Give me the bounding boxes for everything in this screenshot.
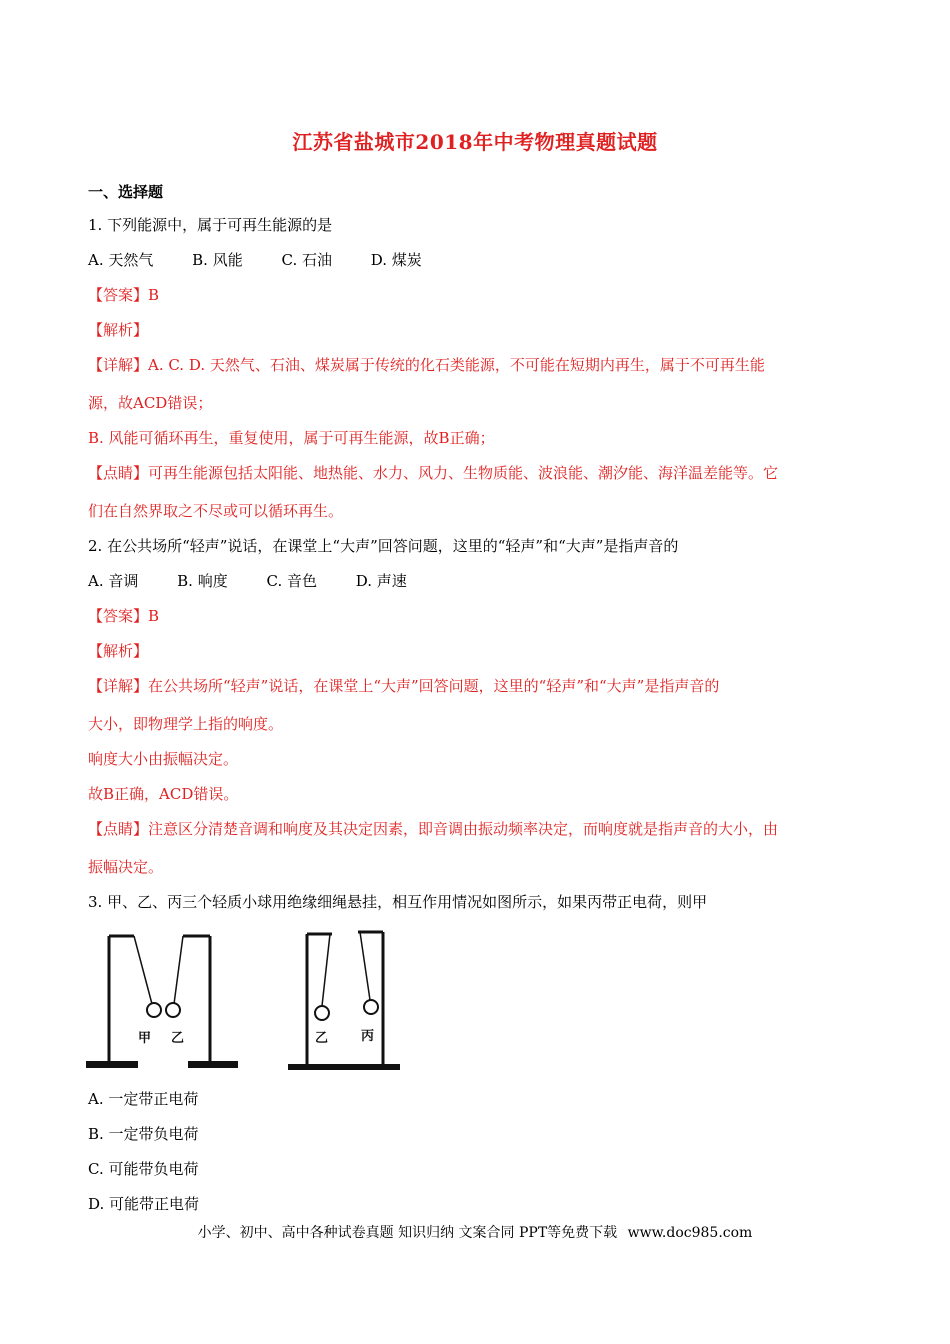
label-yi-2: 乙 (315, 1031, 329, 1046)
ball-bing (364, 1000, 378, 1014)
label-bing: 丙 (361, 1029, 375, 1044)
question-1-analysis: 【解析】 (88, 321, 149, 339)
question-2-detail-line-3: 响度大小由振幅决定。 (88, 750, 239, 768)
question-1-detail-line-3: B. 风能可循环再生，重复使用，属于可再生能源，故B正确； (88, 429, 495, 447)
document-title: 江苏省盐城市2018年中考物理真题试题 (292, 130, 658, 154)
question-1-detail-line-1: 【详解】A. C. D. 天然气、石油、煤炭属于传统的化石类能源，不可能在短期内再生，属于不可再生能 (88, 356, 765, 374)
label-jia: 甲 (138, 1031, 152, 1046)
option-d: D. 煤炭 (370, 251, 422, 269)
base-left-2 (188, 1061, 238, 1068)
question-1-answer: 【答案】B (88, 286, 160, 304)
option-c: C. 石油 (281, 251, 332, 269)
question-3-option-a: A. 一定带正电荷 (88, 1090, 199, 1108)
question-2-answer: 【答案】B (88, 607, 160, 625)
page-footer (0, 1222, 950, 1242)
pendulum-figure-svg (86, 928, 406, 1073)
question-2-analysis: 【解析】 (88, 642, 149, 660)
question-1-note-line-2: 们在自然界取之不尽或可以循环再生。 (88, 502, 344, 520)
section-heading: 一、选择题 (88, 183, 164, 201)
question-3-option-b: B. 一定带负电荷 (88, 1125, 199, 1143)
thread-yi-1 (174, 936, 183, 1004)
base-right (288, 1064, 400, 1070)
thread-yi-2 (322, 934, 330, 1006)
question-2-detail-line-1: 【详解】在公共场所“轻声”说话，在课堂上“大声”回答问题，这里的“轻声”和“大声”是指声音的 (88, 677, 720, 695)
question-1-options (88, 250, 422, 270)
question-3-stem: 3. 甲、乙、丙三个轻质小球用绝缘细绳悬挂，相互作用情况如图所示，如果丙带正电荷，则甲 (88, 893, 708, 911)
question-3-option-c: C. 可能带负电荷 (88, 1160, 199, 1178)
option-c: C. 音色 (266, 572, 317, 590)
question-3-option-d: D. 可能带正电荷 (88, 1195, 200, 1213)
question-2-note-line-1: 【点睛】注意区分清楚音调和响度及其决定因素，即音调由振动频率决定，而响度就是指声音的大小，由 (88, 820, 779, 838)
thread-jia (134, 936, 152, 1004)
question-2-detail-line-4: 故B正确，ACD错误。 (88, 785, 239, 803)
label-yi-1: 乙 (171, 1031, 185, 1046)
ball-yi-2 (315, 1006, 329, 1020)
thread-bing (360, 932, 370, 1000)
question-2-note-line-2: 振幅决定。 (88, 858, 164, 876)
question-1-note-line-1: 【点睛】可再生能源包括太阳能、地热能、水力、风力、生物质能、波浪能、潮汐能、海洋温差能等。它 (88, 464, 779, 482)
footer-url-link[interactable]: www.doc985.com (627, 1225, 753, 1241)
ball-jia (147, 1003, 161, 1017)
option-d: D. 声速 (355, 572, 407, 590)
option-a: A. 天然气 (88, 251, 154, 269)
question-2-stem: 2. 在公共场所“轻声”说话，在课堂上“大声”回答问题，这里的“轻声”和“大声”是指声音的 (88, 537, 679, 555)
question-1-detail-line-2: 源，故ACD错误； (88, 394, 213, 412)
option-a: A. 音调 (88, 572, 139, 590)
question-2-options (88, 571, 407, 591)
base-left-1 (86, 1061, 138, 1068)
footer-text: 小学、初中、高中各种试卷真题 知识归纳 文案合同 PPT等免费下载 (197, 1225, 618, 1241)
option-b: B. 响度 (177, 572, 228, 590)
ball-yi-1 (166, 1003, 180, 1017)
question-2-detail-line-2: 大小，即物理学上指的响度。 (88, 715, 284, 733)
option-b: B. 风能 (192, 251, 243, 269)
question-1-stem: 1. 下列能源中，属于可再生能源的是 (88, 216, 333, 234)
pendulum-figure (86, 928, 406, 1077)
